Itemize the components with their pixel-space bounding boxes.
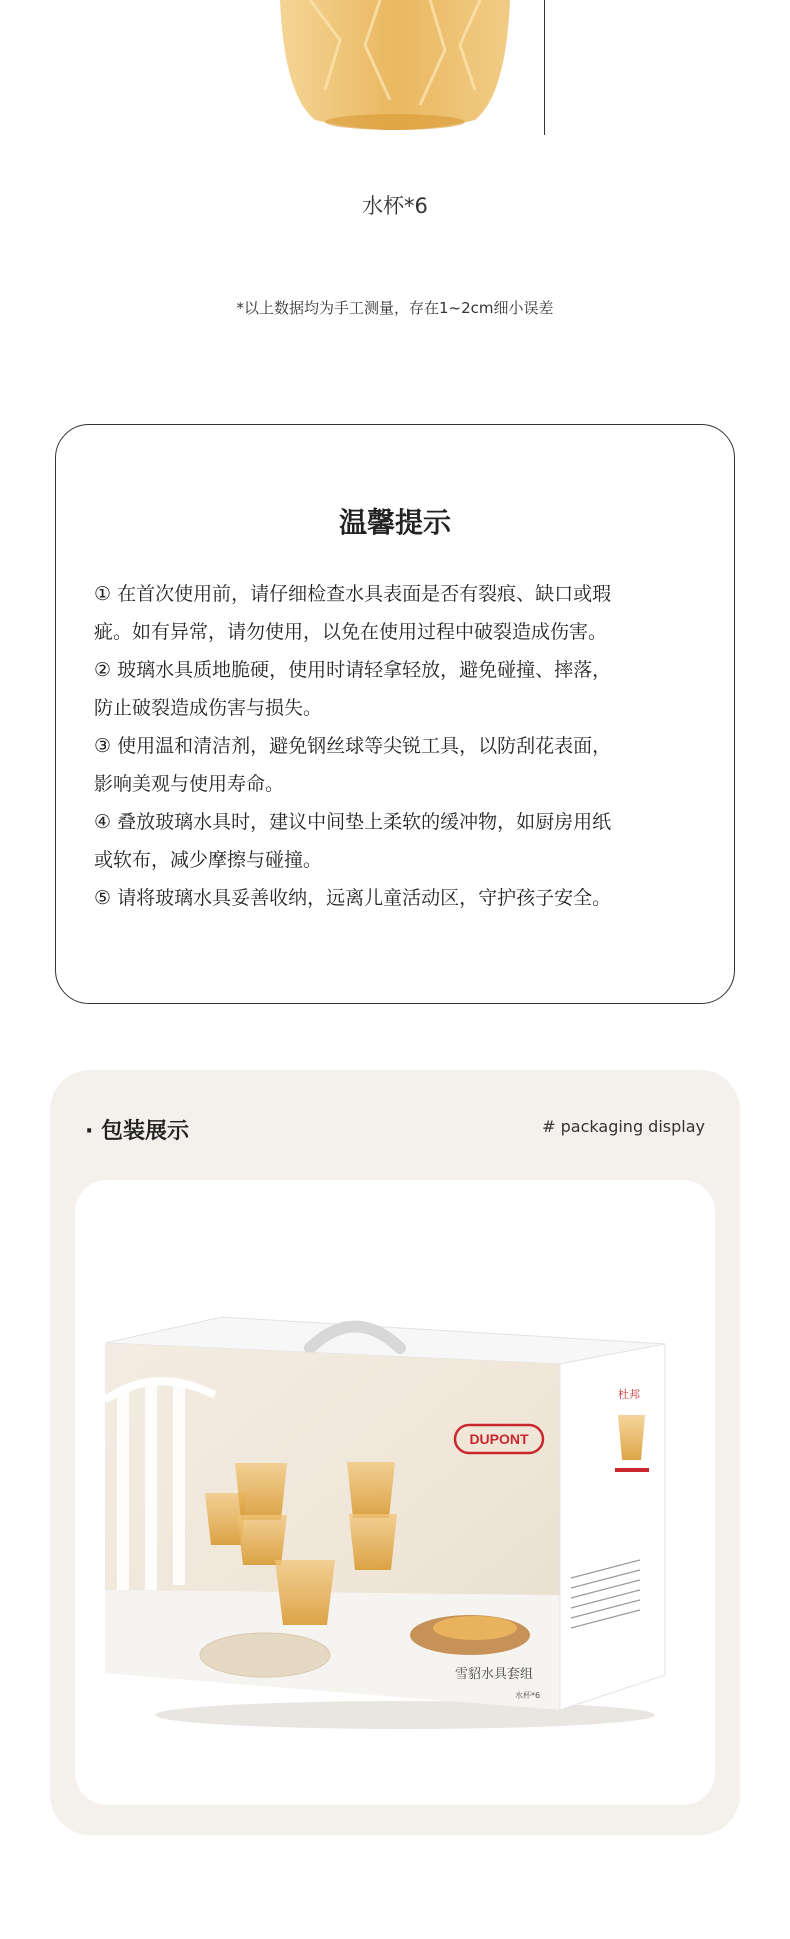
tip-line: 疵。如有异常，请勿使用，以免在使用过程中破裂造成伤害。 bbox=[94, 621, 608, 643]
product-top-area bbox=[0, 0, 790, 150]
box-brand-text: DUPONT bbox=[469, 1431, 529, 1447]
tips-list bbox=[94, 575, 694, 917]
tip-line: 或软布，减少摩擦与碰撞。 bbox=[94, 849, 323, 871]
tips-title: 温馨提示 bbox=[338, 506, 451, 539]
box-count: 水杯*6 bbox=[515, 1691, 541, 1700]
measurement-note: *以上数据均为手工测量，存在1~2cm细小误差 bbox=[236, 299, 554, 317]
tip-line: ④ 叠放玻璃水具时，建议中间垫上柔软的缓冲物，如厨房用纸 bbox=[94, 811, 612, 833]
cup-count-label: 水杯*6 bbox=[362, 194, 428, 218]
packaging-image-card bbox=[75, 1180, 715, 1805]
tip-line: ⑤ 请将玻璃水具妥善收纳，远离儿童活动区，守护孩子安全。 bbox=[94, 887, 612, 909]
tip-line: 防止破裂造成伤害与损失。 bbox=[94, 697, 323, 719]
tips-card bbox=[55, 424, 735, 1004]
tip-line: ③ 使用温和清洁剂，避免钢丝球等尖锐工具，以防刮花表面， bbox=[94, 735, 612, 757]
dimension-line bbox=[544, 0, 545, 135]
glass-bottom-image bbox=[270, 0, 520, 135]
packaging-subtitle: # packaging display bbox=[542, 1117, 705, 1136]
tip-line: ② 玻璃水具质地脆硬，使用时请轻拿轻放，避免碰撞、摔落， bbox=[94, 659, 612, 681]
packaging-section bbox=[50, 1070, 740, 1835]
box-product-name: 雪貂水具套组 bbox=[455, 1667, 534, 1682]
tip-line: 影响美观与使用寿命。 bbox=[94, 773, 285, 795]
gift-box-image bbox=[75, 1180, 715, 1805]
box-side-brand: 杜邦 bbox=[618, 1388, 640, 1401]
tip-line: ① 在首次使用前，请仔细检查水具表面是否有裂痕、缺口或瑕 bbox=[94, 583, 612, 605]
packaging-title: · 包装展示 bbox=[85, 1119, 190, 1144]
